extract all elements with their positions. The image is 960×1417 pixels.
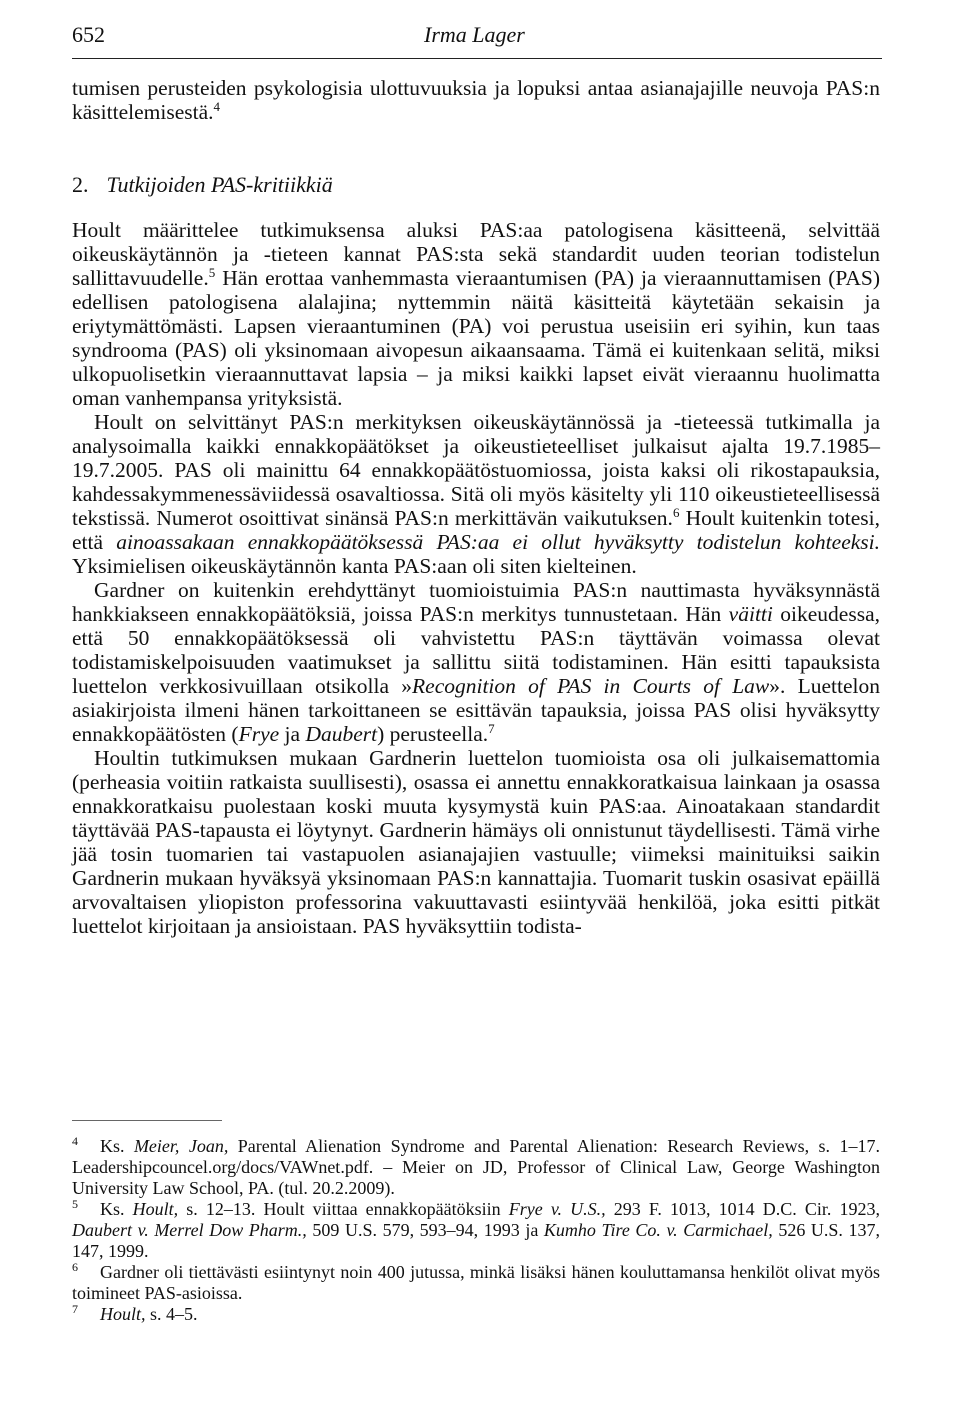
paragraph-3-text-g: ja [279, 722, 306, 746]
paragraph-1-text-a: Hoult määrittelee tutkimuksensa aluksi PAS:aa patologisena käsitteenä, selvittää oikeuskäytännön ja -tieteen kannat PAS:sta sekä standardit uuden teorian todistelun sallittavuudelle. [72, 218, 880, 290]
paragraph-4: Houltin tutkimuksen mukaan Gardnerin luettelon tuomioista osa oli julkaisemattomia (perheasia voitiin ratkaista suullisesti), osassa ei annettu ennakkoratkaisua lainkaan ja osassa ennakkoratkaisu puolestaan koski muuta kysymystä kuin PAS:aa. Ainoatakaan standardit täyttävää PAS-tapausta ei löytynyt. Gardnerin hämäys oli onnistunut täydellisesti. Tämä virhe jää tosin tuomarien tai vastapuolen asianajajien vastuulle; viimeksi mainituiksi saikin Gardnerin mukaan hyväksyä yksinomaan PAS:n kannattajia. Tuomarit tuskin osasivat epäillä arvovaltaisen yliopiston professorina vakuuttavasti esiintyvää henkilöä, joka esitti pitkät luettelot kirjoitaan ja ansioistaan. PAS hyväksyttiin todista- [72, 746, 880, 938]
running-header [72, 18, 882, 59]
footnote-5-text-a: Ks. [100, 1199, 133, 1219]
footnote-4-text-a: Ks. [100, 1136, 134, 1156]
footnote-5-text-c: s. 12–13. Hoult viittaa ennakkopäätöksiin [178, 1199, 509, 1219]
section-title: Tutkijoiden PAS-kritiikkiä [106, 172, 333, 197]
paragraph-3-italic-h: Daubert [305, 722, 378, 746]
footnote-ref-4: 4 [213, 98, 221, 114]
footnote-6-text: Gardner oli tiettävästi esiintynyt noin 400 jutussa, minkä lisäksi hänen kouluttamansa henkilöt olivat myös toimineet PAS-asioissa. [72, 1262, 880, 1303]
paragraph-1-text-b: Hän erottaa vanhemmasta vieraantumisen (PA) ja vieraannuttamisen (PAS) edellisen patologisena alalajina; nyttemmin näitä käsitteitä käytetään sekaisin ja eriytymättömästi. Lapsen vieraantuminen (PA) voi perustua useisiin eri syihin, kun taas syndrooma (PAS) oli yksinomaan aivopesun aikaansaama. Tämä ei kuitenkaan selitä, miksi ulkopuolisetkin vieraannuttavat lapsia – ja miksi kaikki lapset eivät vieraannu huolimatta oman vanhempansa yrityksistä. [72, 266, 880, 410]
footnote-7-italic: Hoult, [100, 1304, 146, 1324]
footnotes [72, 1136, 880, 1325]
body-text [72, 76, 880, 124]
footnote-5-italic-d: Frye v. U.S., [508, 1199, 606, 1219]
intro-text: tumisen perusteiden psykologisia ulottuvuuksia ja lopuksi antaa asianajajille neuvoja PAS:n käsittelemisestä. [72, 76, 880, 124]
footnote-divider [72, 1120, 222, 1121]
footnote-6: 6 Gardner oli tiettävästi esiintynyt noin 400 jutussa, minkä lisäksi hänen kouluttamansa henkilöt olivat myös toimineet PAS-asioissa. [72, 1260, 880, 1303]
paragraph-3-italic-b: väitti [728, 602, 773, 626]
paragraph-3-italic-d: Recognition of PAS in Courts of Law [412, 674, 770, 698]
footnote-5-italic-f: Daubert v. Merrel Dow Pharm., [72, 1220, 307, 1240]
paragraph-2-text-d: Yksimielisen oikeuskäytännön kanta PAS:aan oli siten kielteinen. [72, 554, 637, 578]
paragraph-3 [72, 578, 880, 746]
paragraph-3-italic-f: Frye [238, 722, 280, 746]
paragraph-2-text-a: Hoult on selvittänyt PAS:n merkityksen oikeuskäytännössä ja -tieteessä tutkimalla ja analysoimalla kaikki ennakkopäätökset ja oikeustieteelliset julkaisut ajalta 19.7.1985–19.7.2005. PAS oli mainittu 64 ennakkopäätöstuomiossa, joista kaksi oli rikostapauksia, kahdessakymmenessäviidessä osavaltiossa. Sitä oli myös käsitelty yli 110 oikeustieteellisessä tekstissä. Numerot osoittivat sinänsä PAS:n merkittävän vaikutuksen. [72, 410, 880, 530]
footnote-4-italic: Meier, Joan, [133, 1136, 229, 1156]
footnote-5-text-g: 509 U.S. 579, 593–94, 1993 ja [306, 1220, 544, 1240]
paragraph-3-text-i: ) perusteella. [377, 722, 489, 746]
intro-paragraph [72, 76, 880, 124]
footnote-5-italic-b: Hoult, [132, 1199, 179, 1219]
footnote-7-text-b: s. 4–5. [145, 1304, 198, 1324]
paragraph-3-text-c: oikeudessa, että 50 ennakkopäätöksessä oli vahvistettu PAS:n täyttävän voimassa olevat todistamiskelpoisuuden vaatimukset ja sallittu siitä todistaminen. Hän esitti tapauksista luettelon verkkosivuillaan otsikolla » [72, 602, 880, 698]
footnote-ref-7: 7 [488, 720, 495, 736]
section-number: 2. [72, 172, 89, 197]
footnote-ref-5: 5 [208, 264, 216, 280]
footnote-4: 4 Ks. Meier, Joan, Parental Alienation Syndrome and Parental Alienation: Research Reviews, s. 1–17. Leadershipcouncel.org/docs/VAWnet.pdf. – Meier on JD, Professor of Clinical Law, George Washington University Law School, PA. (tul. 20.2.2009). [72, 1134, 880, 1198]
paragraph-2-italic: ainoassakaan ennakkopäätöksessä PAS:aa ei ollut hyväksytty todistelun kohteeksi. [116, 530, 880, 554]
footnote-5-italic-h: Kumho Tire Co. v. Carmichael, [543, 1220, 773, 1240]
paragraph-1 [72, 218, 880, 410]
paragraph-2 [72, 410, 880, 578]
footnote-7: 7 Hoult, s. 4–5. [72, 1302, 198, 1324]
section-heading [72, 172, 333, 198]
paragraph-2-text-b: Hoult kuitenkin totesi, että [72, 506, 880, 554]
paragraph-3-text-a: Gardner on kuitenkin erehdyttänyt tuomioistuimia PAS:n nauttimasta hyväksynnästä hankkiakseen ennakkopäätöksiä, joissa PAS:n merkitys tunnustetaan. Hän [72, 578, 880, 626]
footnote-4-text-c: Parental Alienation Syndrome and Parental Alienation: Research Reviews, s. 1–17. Leadershipcouncel.org/docs/VAWnet.pdf. – Meier on JD, Professor of Clinical Law, George Washington University Law School, PA. (tul. 20.2.2009). [72, 1136, 880, 1198]
page-number: 652 [72, 22, 105, 47]
footnote-5: 5 Ks. Hoult, s. 12–13. Hoult viittaa ennakkopäätöksiin Frye v. U.S., 293 F. 1013, 1014 D.C. Cir. 1923, Daubert v. Merrel Dow Pharm., 509 U.S. 579, 593–94, 1993 ja Kumho Tire Co. v. Carmichael, 526 U.S. 137, 147, 1999. [72, 1197, 881, 1261]
running-author: Irma Lager [424, 22, 525, 47]
footnote-ref-6: 6 [672, 504, 680, 520]
paragraph-3-text-e: ». Luettelon asiakirjoista ilmeni hänen tarkoittaneen se esittävän tapauksia, joissa PAS olisi hyväksytty ennakkopäätösten ( [72, 674, 881, 746]
footnote-5-text-e: 293 F. 1013, 1014 D.C. Cir. 1923, [605, 1199, 880, 1219]
section-body [72, 218, 880, 938]
footnote-5-text-i: 526 U.S. 137, 147, 1999. [72, 1220, 881, 1261]
